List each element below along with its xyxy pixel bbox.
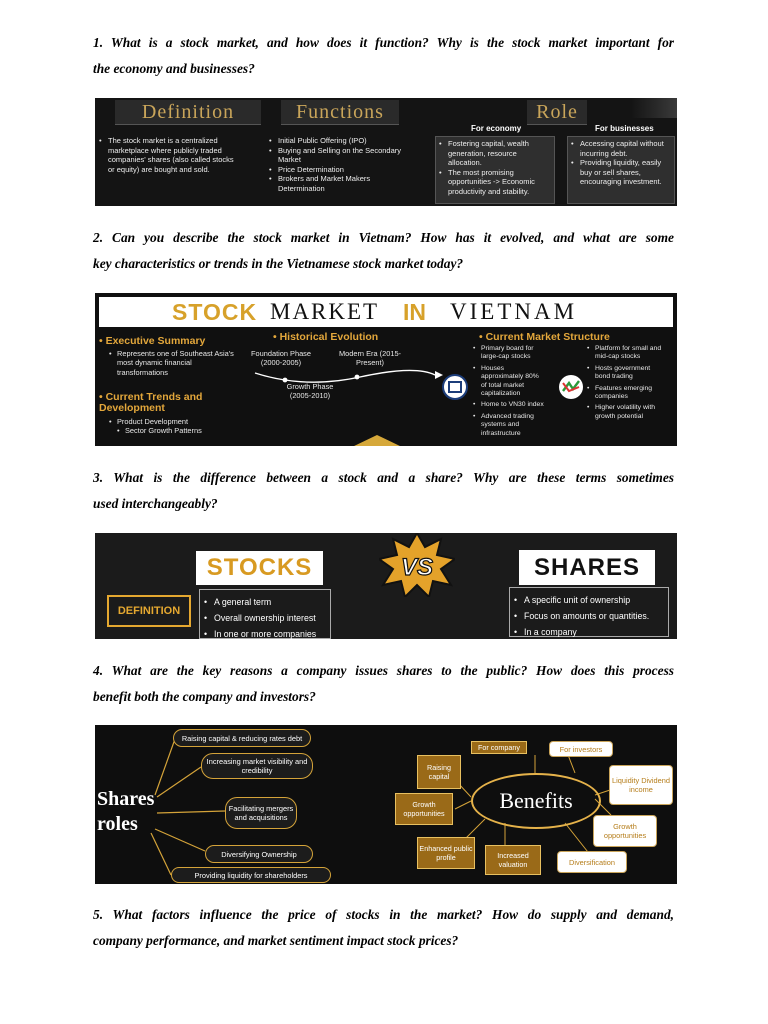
title-vietnam: VIETNAM bbox=[450, 299, 578, 324]
question-line: key characteristics or trends in the Vietnamese stock market today? bbox=[93, 256, 464, 271]
function-item: • Brokers and Market Makers Determination bbox=[269, 174, 415, 193]
for-company-label: For company bbox=[471, 741, 527, 754]
growth-phase: Growth Phase (2005-2010) bbox=[286, 382, 334, 401]
definition-text: • The stock market is a centralized marketplace where publicly traded companies' shares (also called stocks or equity) are bought and sold. bbox=[99, 136, 237, 174]
hose-item: • Houses approximately 80% of total market capitalization bbox=[473, 365, 545, 399]
role-pill: Diversifying Ownership bbox=[205, 845, 313, 863]
stocks-title: STOCKS bbox=[196, 551, 323, 585]
executive-summary-heading: • Executive Summary bbox=[99, 335, 206, 347]
role-economy-item: • Fostering capital, wealth generation, resource allocation. bbox=[439, 139, 551, 168]
stock-market-vietnam-banner bbox=[95, 293, 677, 446]
shares-item: • In a company bbox=[510, 624, 668, 639]
hose-list bbox=[473, 345, 545, 438]
definition-heading: Definition bbox=[115, 100, 261, 125]
hose-item: • Home to VN30 index bbox=[473, 401, 545, 409]
question-line: used interchangeably? bbox=[93, 496, 218, 511]
hnx-item: • Features emerging companies bbox=[587, 385, 663, 402]
shares-title: SHARES bbox=[519, 550, 655, 585]
question-line: 4. What are the key reasons a company issues shares to the public? How does this process bbox=[93, 663, 674, 678]
question-line: company performance, and market sentiment impact stock prices? bbox=[93, 933, 459, 948]
historical-heading: • Historical Evolution bbox=[273, 331, 379, 343]
executive-summary-label: Executive Summary bbox=[105, 335, 206, 347]
functions-list bbox=[269, 136, 415, 193]
timeline-arrow bbox=[245, 363, 445, 393]
vs-burst-icon bbox=[379, 533, 455, 597]
stocks-definition-list bbox=[199, 589, 331, 639]
question-line: benefit both the company and investors? bbox=[93, 689, 316, 704]
money-image bbox=[631, 98, 677, 118]
hnx-item: • Higher volatility with growth potential bbox=[587, 404, 663, 421]
company-benefit-tile: Raising capital bbox=[417, 755, 461, 789]
function-item: • Initial Public Offering (IPO) bbox=[269, 136, 415, 146]
role-business-item: • Providing liquidity, easily buy or sell shares, encouraging investment. bbox=[571, 158, 671, 187]
current-trends-item: • Product Development bbox=[109, 417, 239, 426]
role-economy-item: • The most promising opportunities -> Economic productivity and stability. bbox=[439, 168, 551, 197]
role-pill: Facilitating mergers and acquisitions bbox=[225, 797, 297, 829]
shares-item: • Focus on amounts or quantities. bbox=[510, 608, 668, 624]
current-trends-item: • Sector Growth Patterns bbox=[117, 426, 239, 435]
title-stock: STOCK bbox=[172, 299, 258, 325]
executive-summary-item: • Represents one of Southeast Asia's most dynamic financial transformations bbox=[109, 349, 239, 377]
current-trends-list bbox=[109, 417, 239, 436]
market-structure-heading: • Current Market Structure bbox=[479, 331, 610, 343]
hose-logo-icon bbox=[441, 373, 469, 401]
market-structure-label: Current Market Structure bbox=[485, 331, 610, 343]
question-line: 3. What is the difference between a stock and a share? Why are these terms sometimes bbox=[93, 470, 674, 485]
foundation-phase: Foundation Phase (2000-2005) bbox=[251, 349, 311, 368]
investor-benefit-box: Growth opportunities bbox=[593, 815, 657, 847]
hose-item: • Advanced trading systems and infrastructure bbox=[473, 413, 545, 438]
question-5 bbox=[93, 902, 674, 954]
role-business-list bbox=[571, 139, 671, 187]
hnx-item: • Platform for small and mid-cap stocks bbox=[587, 345, 663, 362]
company-benefit-tile: Growth opportunities bbox=[395, 793, 453, 825]
stocks-vs-shares-banner bbox=[95, 533, 677, 639]
function-item: • Buying and Selling on the Secondary Market bbox=[269, 146, 415, 165]
company-benefit-tile: Increased valuation bbox=[485, 845, 541, 875]
modern-era: Modern Era (2015-Present) bbox=[338, 349, 402, 368]
hnx-logo-icon bbox=[557, 373, 585, 401]
shares-definition-list bbox=[509, 587, 669, 637]
for-investors-label: For investors bbox=[549, 741, 613, 757]
question-line: the economy and businesses? bbox=[93, 61, 255, 76]
title-market: MARKET bbox=[270, 299, 380, 324]
question-line: 5. What factors influence the price of stocks in the market? How do supply and demand, bbox=[93, 907, 674, 922]
question-line: 1. What is a stock market, and how does it function? Why is the stock market important for bbox=[93, 35, 674, 50]
question-3 bbox=[93, 465, 674, 517]
vs-text: VS bbox=[400, 554, 434, 581]
role-business-title: For businesses bbox=[595, 124, 654, 133]
hnx-item: • Hosts government bond trading bbox=[587, 365, 663, 382]
shares-item: • A specific unit of ownership bbox=[510, 592, 668, 608]
role-economy-title: For economy bbox=[471, 124, 522, 133]
title-in: IN bbox=[403, 299, 426, 325]
definition-label: DEFINITION bbox=[107, 595, 191, 627]
benefits-title: Benefits bbox=[471, 773, 601, 829]
hose-item: • Primary board for large-cap stocks bbox=[473, 345, 545, 362]
shares-roles-benefits-banner bbox=[95, 725, 677, 884]
hnx-list bbox=[587, 345, 663, 421]
company-benefit-tile: Enhanced public profile bbox=[417, 837, 475, 869]
question-4 bbox=[93, 658, 674, 710]
stocks-item: • Overall ownership interest bbox=[200, 610, 330, 626]
definition-list bbox=[99, 136, 237, 174]
role-pill: Providing liquidity for shareholders bbox=[171, 867, 331, 883]
stock-market-definition-banner bbox=[95, 98, 677, 206]
investor-benefit-box: Liquidity Dividend income bbox=[609, 765, 673, 805]
role-business-item: • Accessing capital without incurring debt. bbox=[571, 139, 671, 158]
function-item: • Price Determination bbox=[269, 165, 415, 175]
shares-roles-title: Shares roles bbox=[97, 788, 155, 835]
executive-summary-list bbox=[109, 349, 239, 377]
role-pill: Raising capital & reducing rates debt bbox=[173, 729, 311, 747]
current-trends-heading: • Current Trends and Development bbox=[99, 391, 203, 414]
gold-chevron bbox=[342, 435, 412, 446]
current-trends-label: Current Trends and Development bbox=[99, 391, 203, 414]
role-heading: Role bbox=[527, 100, 587, 125]
question-line: 2. Can you describe the stock market in Vietnam? How has it evolved, and what are some bbox=[93, 230, 674, 245]
functions-heading: Functions bbox=[281, 100, 399, 125]
role-economy-list bbox=[439, 139, 551, 196]
investor-benefit-box: Diversification bbox=[557, 851, 627, 873]
historical-label: Historical Evolution bbox=[279, 331, 379, 343]
question-2 bbox=[93, 225, 674, 277]
stocks-item: • A general term bbox=[200, 594, 330, 610]
stocks-item: • In one or more companies bbox=[200, 626, 330, 639]
role-pill: Increasing market visibility and credibility bbox=[201, 753, 313, 779]
question-1 bbox=[93, 30, 674, 82]
